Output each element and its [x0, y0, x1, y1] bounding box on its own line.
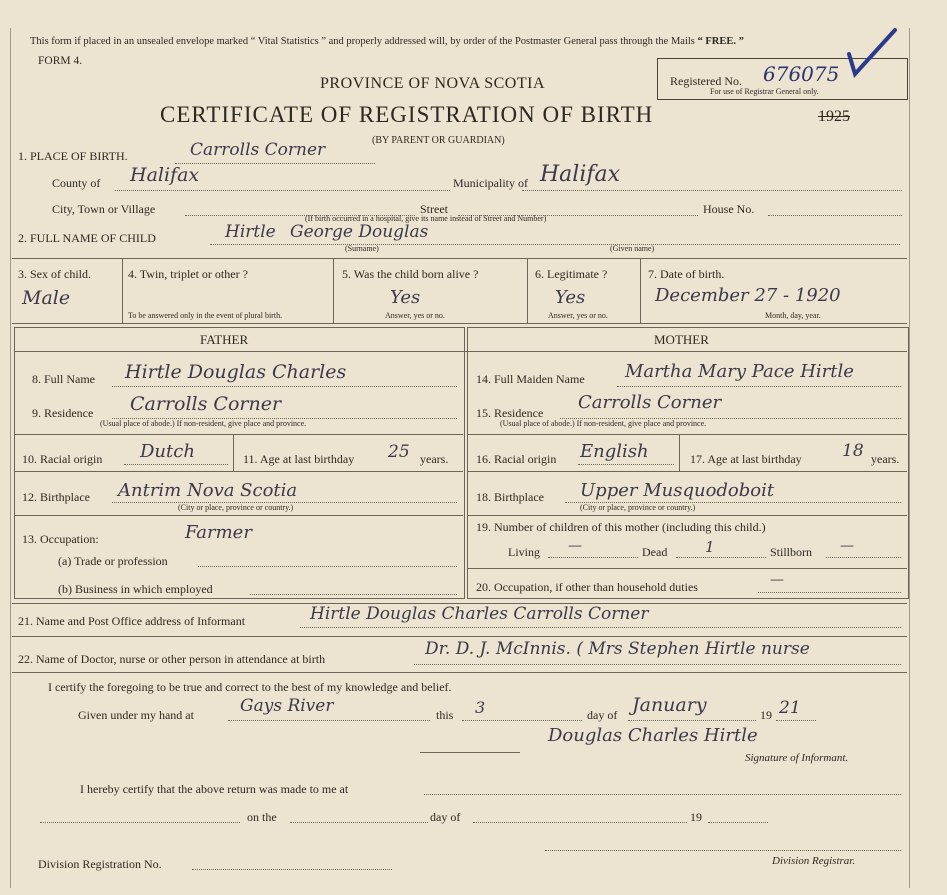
- birth-date-label: 7. Date of birth.: [648, 267, 725, 281]
- this-label: this: [436, 708, 454, 722]
- birth-date-value: December 27 - 1920: [655, 285, 841, 306]
- signature-label: Signature of Informant.: [745, 752, 849, 764]
- day-of-label: day of: [587, 708, 618, 722]
- postal-notice: [30, 36, 744, 47]
- born-alive-label: 5. Was the child born alive ?: [342, 267, 479, 281]
- stillborn-value: —: [840, 538, 854, 554]
- mother-years-label: years.: [871, 452, 900, 466]
- street-label: Street: [420, 202, 448, 216]
- given-under-label: Given under my hand at: [78, 708, 194, 722]
- father-birthplace-label: 12. Birthplace: [22, 490, 90, 504]
- father-heading: FATHER: [200, 332, 249, 347]
- certify-month-value: January: [632, 694, 707, 716]
- mother-birthplace-label: 18. Birthplace: [476, 490, 544, 504]
- birth-date-note: Month, day, year.: [765, 311, 821, 320]
- nineteen-label: 19: [690, 810, 702, 824]
- hospital-note: (If birth occurred in a hospital, give its name instead of Street and Number): [305, 214, 547, 223]
- doctor-label: 22. Name of Doctor, nurse or other person in attendance at birth: [18, 652, 326, 666]
- living-label: Living: [508, 545, 540, 559]
- municipality-label: Municipality of: [453, 176, 528, 190]
- child-surname-value: Hirtle: [225, 222, 276, 242]
- surname-note: (Surname): [345, 244, 379, 253]
- father-birthplace-value: Antrim Nova Scotia: [118, 480, 298, 501]
- county-value: Halifax: [130, 164, 200, 186]
- form-number: FORM 4.: [38, 55, 83, 67]
- father-age-value: 25: [388, 442, 410, 462]
- given-place-value: Gays River: [240, 696, 334, 716]
- mother-heading: MOTHER: [654, 332, 709, 347]
- mother-name-label: 14. Full Maiden Name: [476, 372, 585, 386]
- dead-label: Dead: [642, 545, 668, 559]
- certificate-title: CERTIFICATE OF REGISTRATION OF BIRTH: [160, 102, 654, 127]
- father-racial-value: Dutch: [140, 441, 195, 462]
- county-label: County of: [52, 176, 101, 190]
- father-abode-note: (Usual place of abode.) If non-resident, give place and province.: [100, 419, 307, 428]
- informant-label: 21. Name and Post Office address of Informant: [18, 614, 246, 628]
- legitimate-note: Answer, yes or no.: [548, 311, 608, 320]
- mother-residence-value: Carrolls Corner: [578, 392, 722, 413]
- certify-statement: I certify the foregoing to be true and correct to the best of my knowledge and belief.: [48, 680, 452, 694]
- informant-value: Hirtle Douglas Charles Carrolls Corner: [310, 604, 649, 624]
- sex-label: 3. Sex of child.: [18, 267, 91, 281]
- informant-signature: Douglas Charles Hirtle: [548, 725, 758, 746]
- mother-birthplace-note: (City or place, province or country.): [580, 503, 696, 512]
- children-count-label: 19. Number of children of this mother (including this child.): [476, 520, 766, 534]
- father-residence-value: Carrolls Corner: [130, 393, 282, 415]
- place-of-birth-label: 1. PLACE OF BIRTH.: [18, 149, 128, 163]
- house-no-label: House No.: [703, 202, 755, 216]
- mother-residence-label: 15. Residence: [476, 406, 544, 420]
- father-name-label: 8. Full Name: [32, 372, 95, 386]
- given-name-note: (Given name): [610, 244, 655, 253]
- mother-age-value: 18: [842, 441, 864, 461]
- province-heading: PROVINCE OF NOVA SCOTIA: [320, 75, 546, 92]
- certify-day-value: 3: [475, 698, 486, 717]
- father-age-label: 11. Age at last birthday: [243, 452, 355, 466]
- check-mark-icon: [845, 26, 900, 78]
- doctor-value: Dr. D. J. McInnis. ( Mrs Stephen Hirtle nurse: [425, 639, 810, 659]
- return-statement: I hereby certify that the above return was made to me at: [80, 782, 349, 796]
- child-given-value: George Douglas: [290, 222, 429, 242]
- stillborn-label: Stillborn: [770, 545, 813, 559]
- father-years-label: years.: [420, 452, 449, 466]
- postal-notice-text: This form if placed in an unsealed envelope marked “ Vital Statistics ” and properly addressed will, by order of the Postmaster General pass through the Mails: [30, 36, 695, 47]
- child-name-label: 2. FULL NAME OF CHILD: [18, 231, 156, 245]
- born-alive-value: Yes: [390, 287, 421, 308]
- struck-year: 1925: [818, 108, 850, 125]
- mother-birthplace-value: Upper Musquodoboit: [580, 480, 775, 501]
- year-prefix: 19: [760, 708, 772, 722]
- registrar-use-note: For use of Registrar General only.: [710, 87, 819, 96]
- mother-racial-label: 16. Racial origin: [476, 452, 557, 466]
- certify-year-value: 21: [779, 698, 801, 718]
- father-occupation-value: Farmer: [185, 522, 252, 543]
- father-racial-label: 10. Racial origin: [22, 452, 103, 466]
- father-occupation-label: 13. Occupation:: [22, 532, 99, 546]
- place-of-birth-value: Carrolls Corner: [190, 140, 326, 160]
- mother-occupation-value: —: [770, 572, 784, 588]
- business-employed-label: (b) Business in which employed: [58, 582, 213, 596]
- day-of-blank-label: day of: [430, 810, 461, 824]
- twin-note: To be answered only in the event of plural birth.: [128, 311, 283, 320]
- mother-racial-value: English: [580, 441, 649, 462]
- registered-number: 676075: [763, 62, 840, 86]
- dead-value: 1: [705, 538, 715, 556]
- city-town-village-label: City, Town or Village: [52, 202, 156, 216]
- certificate-subtitle: (BY PARENT OR GUARDIAN): [372, 135, 505, 146]
- municipality-value: Halifax: [540, 162, 621, 187]
- trade-profession-label: (a) Trade or profession: [58, 554, 168, 568]
- living-value: —: [568, 538, 582, 554]
- on-the-label: on the: [247, 810, 277, 824]
- born-alive-note: Answer, yes or no.: [385, 311, 445, 320]
- father-name-value: Hirtle Douglas Charles: [125, 361, 347, 383]
- mother-name-value: Martha Mary Pace Hirtle: [625, 361, 854, 382]
- father-birthplace-note: (City or place, province or country.): [178, 503, 294, 512]
- mother-abode-note: (Usual place of abode.) If non-resident, give place and province.: [500, 419, 707, 428]
- legitimate-label: 6. Legitimate ?: [535, 267, 608, 281]
- division-registration-label: Division Registration No.: [38, 857, 162, 871]
- free-label: “ FREE. ”: [697, 36, 744, 47]
- twin-label: 4. Twin, triplet or other ?: [128, 267, 248, 281]
- registered-label: Registered No.: [670, 74, 742, 88]
- legitimate-value: Yes: [555, 287, 586, 308]
- mother-age-label: 17. Age at last birthday: [690, 452, 802, 466]
- mother-occupation-label: 20. Occupation, if other than household duties: [476, 580, 698, 594]
- division-registrar-label: Division Registrar.: [772, 855, 856, 867]
- father-residence-label: 9. Residence: [32, 406, 94, 420]
- sex-value: Male: [22, 287, 71, 309]
